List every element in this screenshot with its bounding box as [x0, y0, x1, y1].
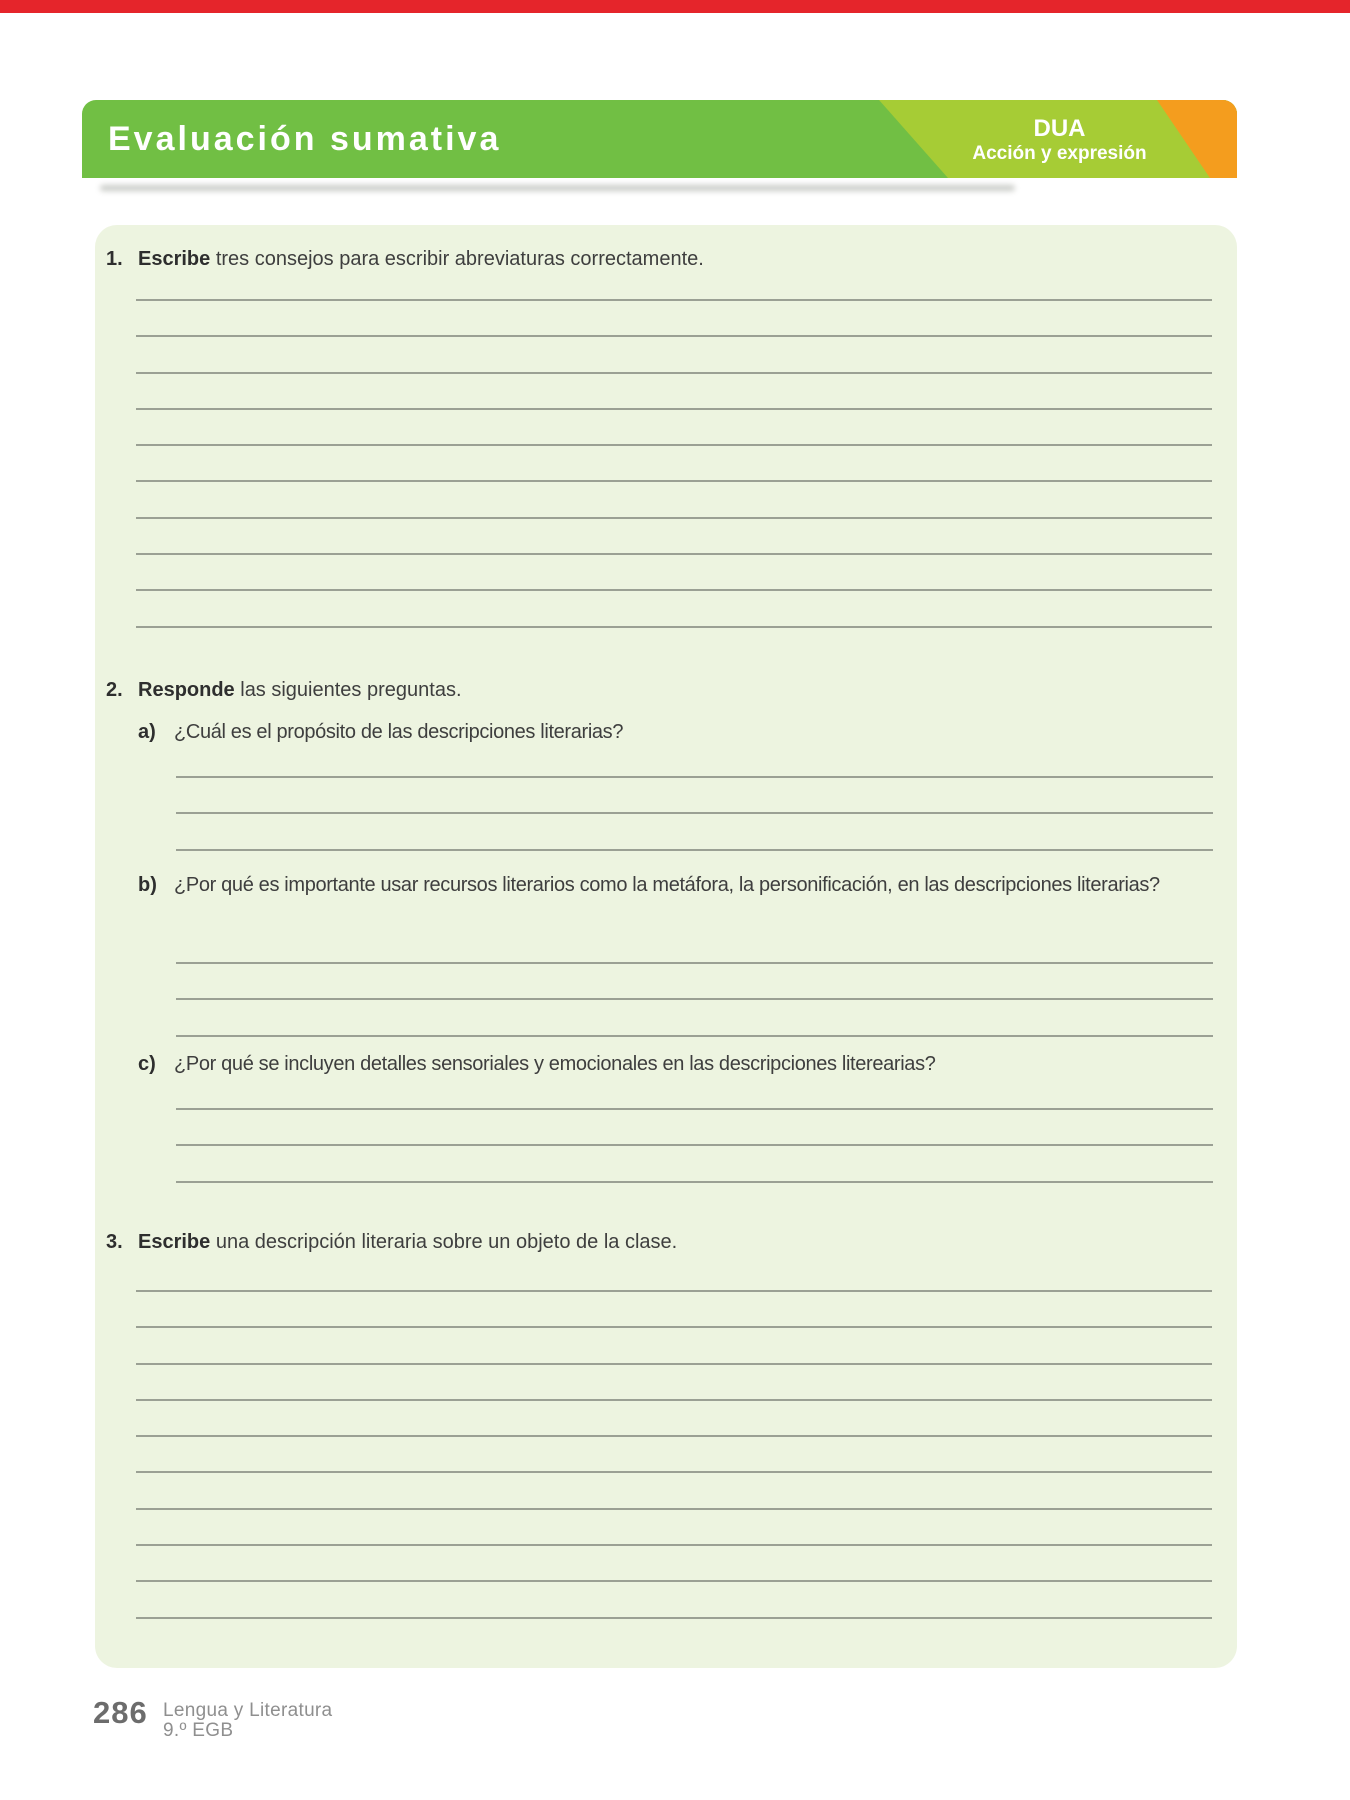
answer-lines-c — [176, 1108, 1213, 1217]
subquestion-c-letter: c) — [138, 1053, 156, 1075]
question-1 — [106, 245, 1216, 274]
footer-grade: 9.º EGB — [163, 1719, 234, 1741]
page-number: 286 — [93, 1695, 148, 1730]
answer-lines-q3 — [136, 1290, 1212, 1653]
subquestion-b — [138, 871, 1220, 900]
question-1-number: 1. — [106, 248, 123, 270]
subquestion-b-text: ¿Por qué es importante usar recursos literarios como la metáfora, la personificación, en las descripciones literarias? — [174, 874, 1160, 896]
answer-line — [136, 335, 1212, 337]
section-title: Evaluación sumativa — [108, 119, 502, 158]
subquestion-a-text: ¿Cuál es el propósito de las descripciones literarias? — [174, 721, 624, 743]
answer-line — [176, 1181, 1213, 1183]
question-1-text: Escribe tres consejos para escribir abreviaturas correctamente. — [138, 248, 704, 270]
answer-lines-a — [176, 776, 1213, 885]
question-3-verb: Escribe — [138, 1231, 211, 1253]
subquestion-c — [138, 1050, 1220, 1079]
answer-line — [136, 1363, 1212, 1365]
question-2 — [106, 676, 1216, 705]
answer-lines-q1 — [136, 299, 1212, 662]
footer-book-info — [163, 1701, 332, 1740]
answer-line — [136, 1471, 1212, 1473]
answer-line — [136, 589, 1212, 591]
section-header — [82, 100, 1237, 178]
answer-line — [176, 776, 1213, 778]
answer-line — [136, 1435, 1212, 1437]
answer-line — [176, 812, 1213, 814]
question-3 — [106, 1228, 1216, 1257]
question-2-number: 2. — [106, 679, 123, 701]
answer-line — [136, 1399, 1212, 1401]
answer-line — [136, 480, 1212, 482]
answer-line — [136, 1326, 1212, 1328]
answer-line — [176, 849, 1213, 851]
answer-line — [136, 408, 1212, 410]
answer-line — [136, 1580, 1212, 1582]
answer-line — [136, 444, 1212, 446]
answer-line — [136, 372, 1212, 374]
answer-line — [136, 626, 1212, 628]
answer-line — [176, 1144, 1213, 1146]
question-1-verb: Escribe — [138, 248, 211, 270]
answer-line — [136, 1617, 1212, 1619]
answer-line — [136, 517, 1212, 519]
answer-line — [176, 1108, 1213, 1110]
answer-line — [176, 998, 1213, 1000]
page-top-accent-bar — [0, 0, 1350, 13]
answer-line — [136, 1290, 1212, 1292]
question-2-text: Responde las siguientes preguntas. — [138, 679, 462, 701]
answer-line — [136, 1544, 1212, 1546]
answer-line — [136, 1508, 1212, 1510]
question-3-number: 3. — [106, 1231, 123, 1253]
worksheet-panel — [95, 225, 1237, 1668]
dua-badge-title: DUA — [1033, 114, 1086, 142]
answer-line — [136, 299, 1212, 301]
footer-subject: Lengua y Literatura — [163, 1700, 333, 1721]
answer-line — [136, 553, 1212, 555]
answer-line — [176, 962, 1213, 964]
question-2-verb: Responde — [138, 679, 235, 701]
subquestion-b-letter: b) — [138, 874, 157, 896]
header-shadow — [100, 185, 1015, 191]
dua-badge-subtitle: Acción y expresión — [972, 143, 1147, 165]
subquestion-a — [138, 718, 1216, 747]
dua-badge — [942, 114, 1177, 166]
subquestion-c-text: ¿Por qué se incluyen detalles sensoriales y emocionales en las descripciones literearias? — [174, 1053, 936, 1075]
question-3-text: Escribe una descripción literaria sobre un objeto de la clase. — [138, 1231, 678, 1253]
subquestion-a-letter: a) — [138, 721, 156, 743]
answer-line — [176, 1035, 1213, 1037]
